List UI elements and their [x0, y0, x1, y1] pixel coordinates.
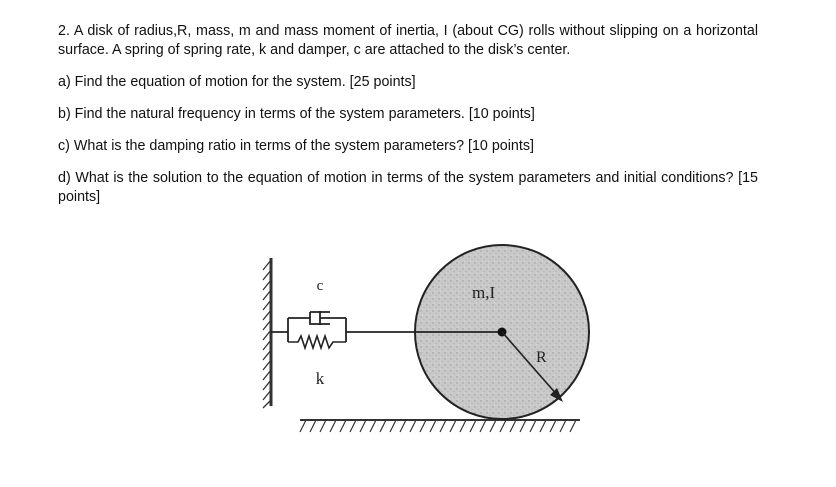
wall: [263, 258, 271, 408]
ground: [300, 420, 580, 432]
part-a: a) Find the equation of motion for the system. [25 points]: [58, 74, 416, 90]
damper-label: c: [316, 278, 324, 294]
part-b: b) Find the natural frequency in terms of the system parameters. [10 points]: [58, 106, 535, 122]
spring-label: k: [315, 369, 325, 388]
part-d: d) What is the solution to the equation of motion in terms of the system parameters and initial conditions? [15 points]: [58, 170, 758, 205]
problem-statement: [58, 22, 758, 207]
disk-spring-damper-figure: [240, 238, 600, 438]
spring: [288, 336, 346, 348]
mass-label: m,I: [472, 283, 496, 302]
problem-intro: 2. A disk of radius,R, mass, m and mass moment of inertia, I (about CG) rolls without slipping on a horizontal surface. A spring of spring rate, k and damper, c are attached to the disk’s center.: [58, 23, 758, 58]
figure-diagram: [240, 238, 600, 438]
radius-label: R: [536, 349, 547, 366]
part-c: c) What is the damping ratio in terms of the system parameters? [10 points]: [58, 138, 534, 154]
